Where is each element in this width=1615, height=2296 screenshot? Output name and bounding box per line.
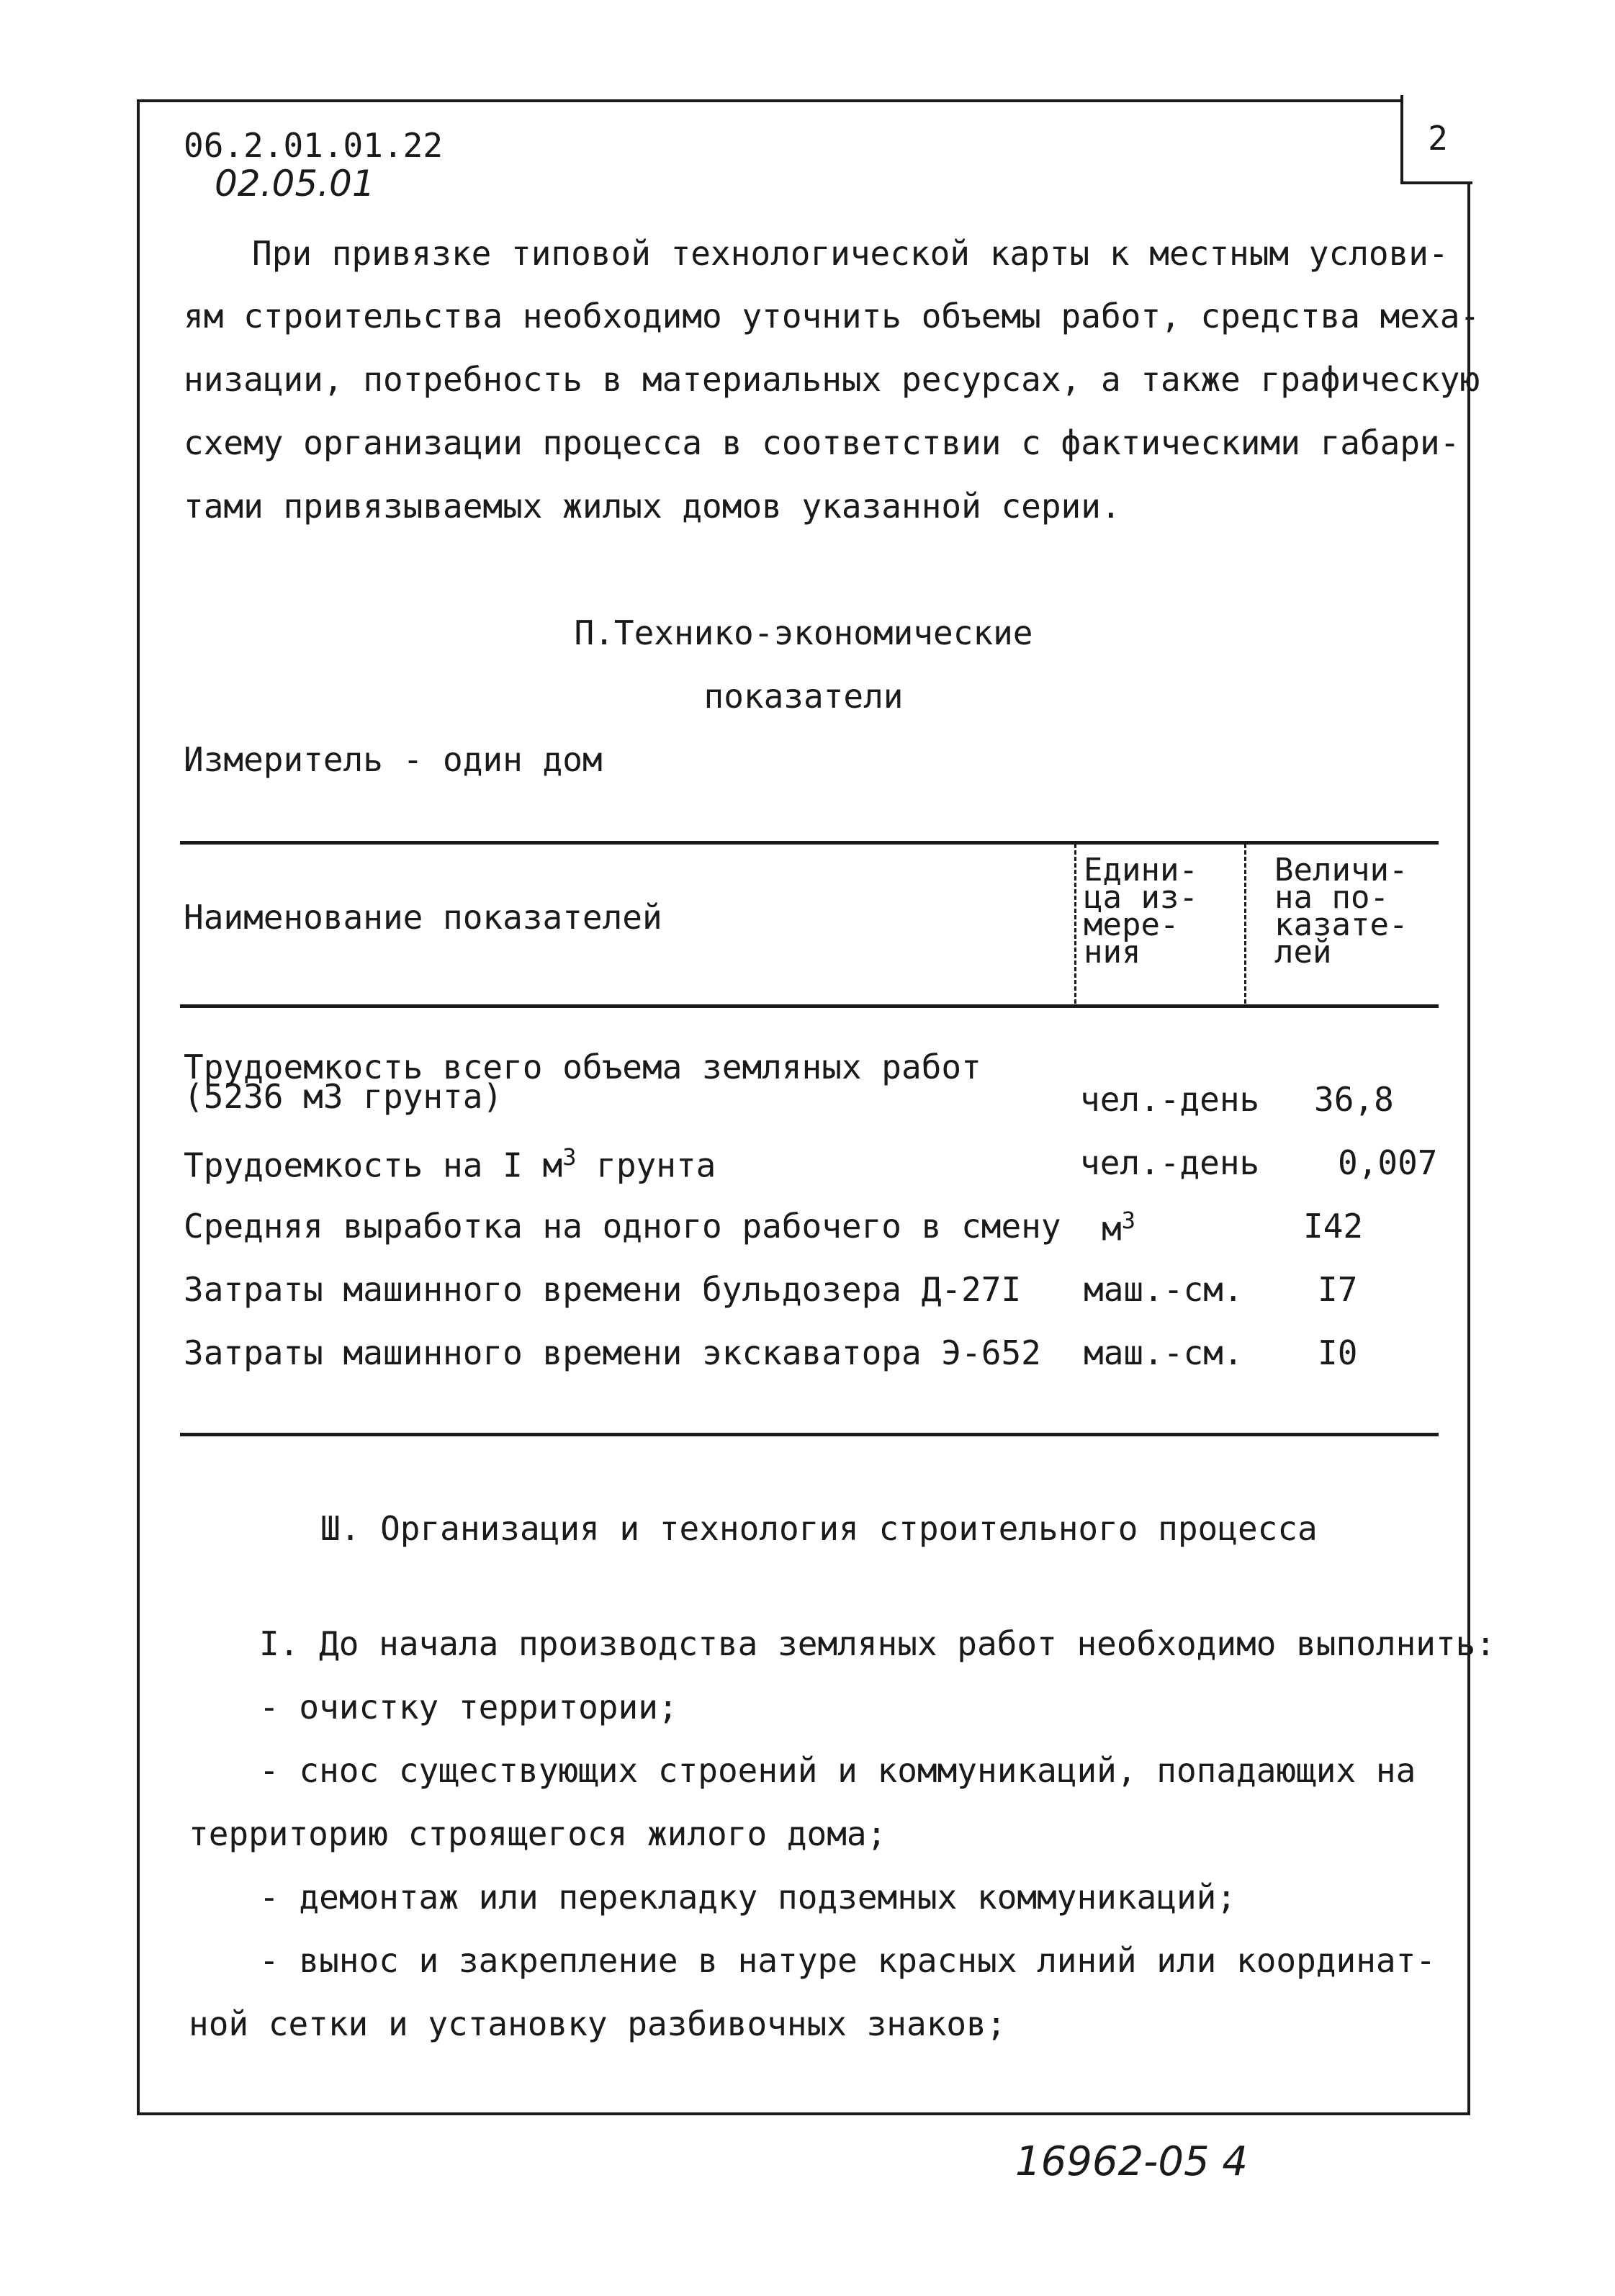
section-3-title: Ш. Организация и технология строительного процесса <box>320 1509 1318 1548</box>
table-column-separator <box>1244 844 1246 1004</box>
section-2-title: П.Технико-экономические <box>574 613 1033 652</box>
intro-line: При привязке типовой технологической карты к местным услови- <box>252 234 1449 273</box>
intro-line: ям строительства необходимо уточнить объемы работ, средства меха- <box>184 297 1480 336</box>
table-row-value: 0,007 <box>1338 1143 1438 1182</box>
section-2-subtitle: показатели <box>703 677 904 716</box>
table-row-value: I0 <box>1318 1333 1358 1372</box>
table-row-name: Затраты машинного времени бульдозера Д-27I <box>184 1270 1022 1309</box>
table-bottom-rule <box>180 1433 1439 1436</box>
section-3-line: - снос существующих строений и коммуникаций, попадающих на <box>259 1751 1416 1790</box>
table-row-name-cont: (5236 м3 грунта) <box>184 1077 503 1116</box>
table-row-unit: маш.-см. <box>1084 1270 1243 1309</box>
section-3-line: I. До начала производства земляных работ необходимо выполнить: <box>259 1624 1496 1663</box>
section-3-line: - очистку территории; <box>259 1688 678 1726</box>
table-row-value: I42 <box>1303 1207 1364 1246</box>
section-3-line: - демонтаж или перекладку подземных коммуникаций; <box>259 1878 1237 1917</box>
table-row-value: I7 <box>1318 1270 1358 1309</box>
handwritten-code: 02.05.01 <box>215 163 375 204</box>
intro-line: тами привязываемых жилых домов указанной серии. <box>184 487 1121 526</box>
table-row-name: Затраты машинного времени экскаватора Э-652 <box>184 1333 1041 1372</box>
table-row-value: 36,8 <box>1314 1080 1394 1119</box>
intro-line: схему организации процесса в соответствии с фактическими габари- <box>184 423 1460 462</box>
intro-line: низации, потребность в материальных ресурсах, а также графическую <box>184 360 1480 399</box>
table-row-unit: чел.-день <box>1080 1143 1260 1182</box>
table-row-name: Трудоемкость всего объема земляных работ <box>184 1048 981 1086</box>
handwritten-footer-number: 16962-05 4 <box>1015 2138 1249 2185</box>
section-3-line: территорию строящегося жилого дома; <box>189 1814 887 1853</box>
table-row-unit: $м^3$ <box>1102 1207 1135 1248</box>
table-row-unit: маш.-см. <box>1084 1333 1243 1372</box>
measure-unit: Измеритель - один дом <box>184 740 603 779</box>
page-number: 2 <box>1400 95 1472 184</box>
table-row-unit: чел.-день <box>1080 1080 1260 1119</box>
table-row-name: Средняя выработка на одного рабочего в смену <box>184 1207 1061 1246</box>
table-column-separator <box>1074 844 1076 1004</box>
table-header-name: Наименование показателей <box>184 898 662 937</box>
table-top-rule <box>180 841 1439 845</box>
section-3-line: ной сетки и установку разбивочных знаков; <box>189 2004 1007 2043</box>
table-row-name: Трудоемкость на I $м^3$ грунта <box>184 1143 716 1185</box>
document-code: 06.2.01.01.22 <box>184 126 444 165</box>
table-header-rule <box>180 1004 1439 1008</box>
section-3-line: - вынос и закрепление в натуре красных линий или координат- <box>259 1941 1436 1980</box>
table-header-value: Величи- на по- казате- лей <box>1274 852 1408 971</box>
table-header-unit: Едини- ца из- мере- ния <box>1084 852 1198 971</box>
